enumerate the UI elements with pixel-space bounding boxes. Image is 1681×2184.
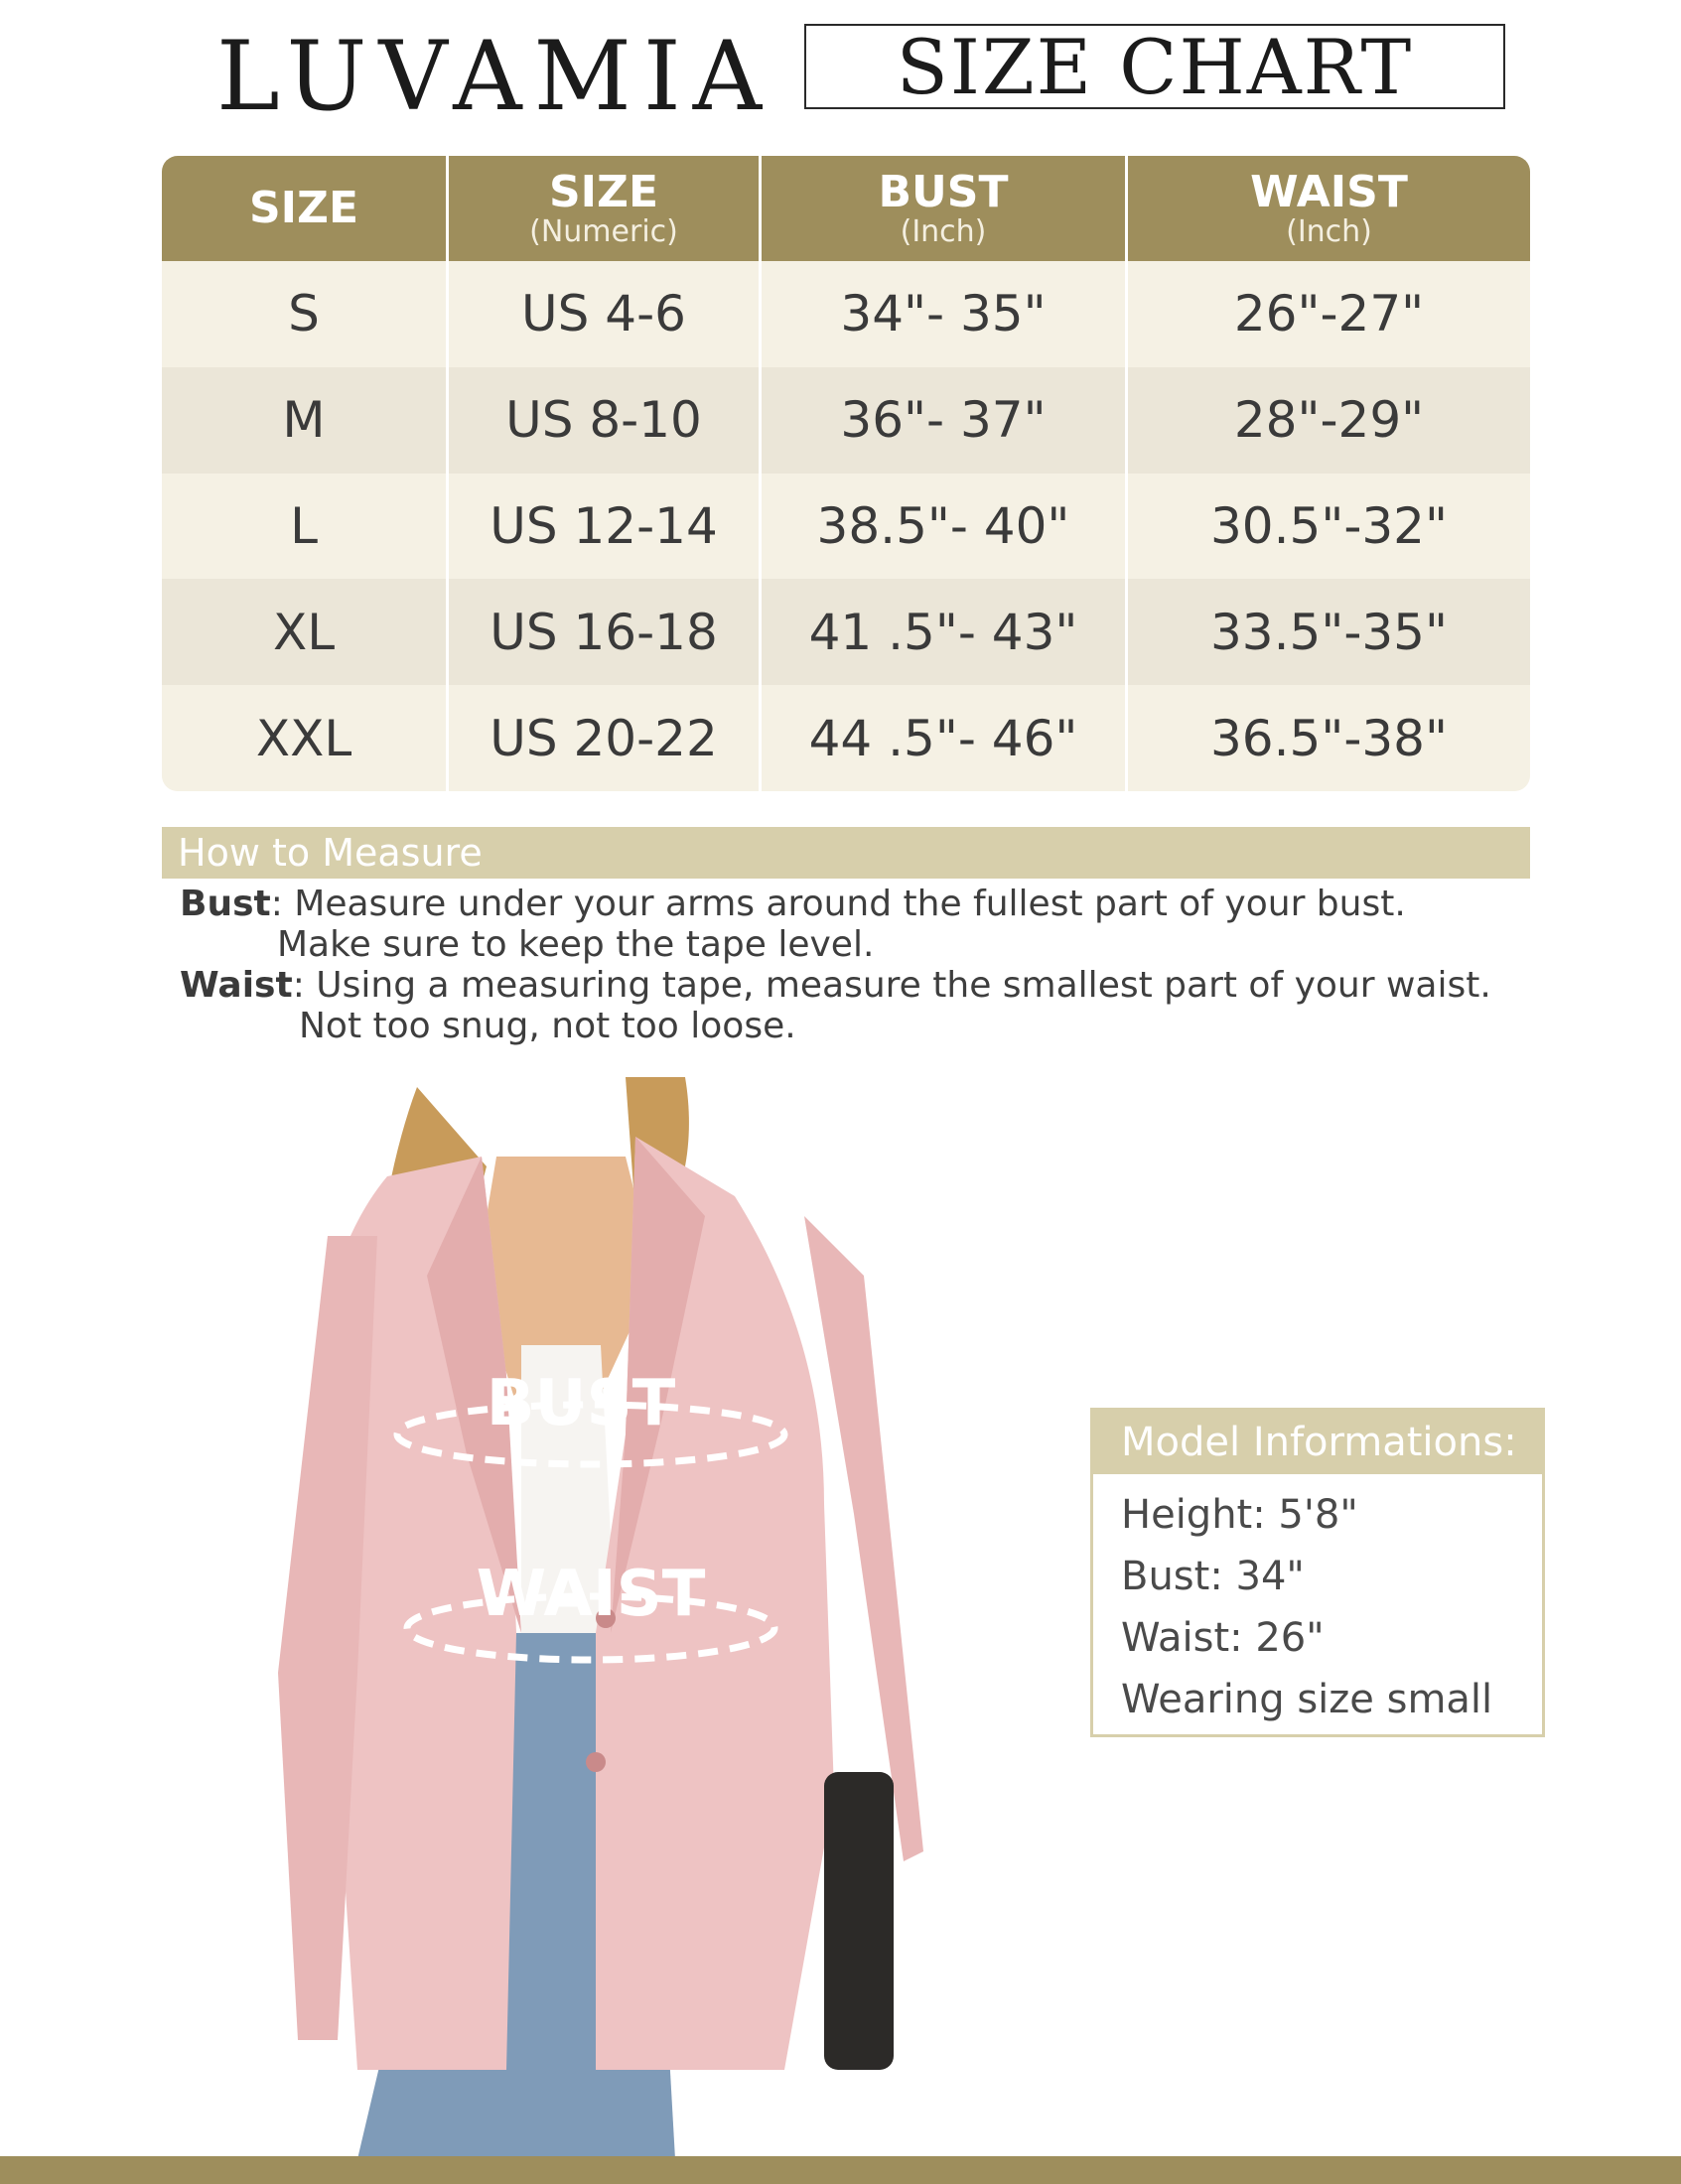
cell-numeric: US 8-10 xyxy=(449,367,762,474)
header-label: WAIST xyxy=(1250,167,1408,217)
cell-size: L xyxy=(162,474,449,580)
cell-size: S xyxy=(162,261,449,367)
cell-size: M xyxy=(162,367,449,474)
bust-instruction xyxy=(180,884,1530,924)
header-label: SIZE xyxy=(248,183,359,233)
cell-bust: 38.5"- 40" xyxy=(762,474,1128,580)
waist-instruction-cont: Not too snug, not too loose. xyxy=(299,1006,796,1046)
size-chart-title: SIZE CHART xyxy=(804,24,1505,109)
cell-numeric: US 16-18 xyxy=(449,579,762,685)
bust-term: Bust xyxy=(180,884,271,924)
model-bust: Bust: 34" xyxy=(1121,1554,1305,1599)
cell-size: XXL xyxy=(162,685,449,791)
size-table xyxy=(162,156,1530,791)
cell-waist: 30.5"-32" xyxy=(1210,496,1448,555)
waist-instruction xyxy=(180,965,1530,1006)
waist-label: WAIST xyxy=(476,1558,706,1631)
how-to-measure-heading: How to Measure xyxy=(162,827,1530,879)
model-info-heading: Model Informations: xyxy=(1093,1411,1542,1474)
waist-text: : Using a measuring tape, measure the smallest part of your waist. xyxy=(292,965,1491,1006)
footer-bar xyxy=(0,2156,1681,2184)
bust-text: : Measure under your arms around the fullest part of your bust. xyxy=(270,884,1406,924)
cell-numeric: US 12-14 xyxy=(449,474,762,580)
header-sublabel: (Inch) xyxy=(900,214,987,249)
header-waist xyxy=(1128,156,1530,261)
cell-bust: 36"- 37" xyxy=(762,367,1128,474)
header-size xyxy=(162,156,449,261)
measure-instructions xyxy=(180,884,1530,1046)
cell-waist: 28"-29" xyxy=(1233,391,1425,450)
model-height: Height: 5'8" xyxy=(1121,1492,1358,1538)
button xyxy=(586,1752,606,1772)
model-photo xyxy=(268,1077,1023,2159)
cell-bust: 34"- 35" xyxy=(762,261,1128,367)
cell-numeric: US 20-22 xyxy=(449,685,762,791)
cell-bust: 41 .5"- 43" xyxy=(762,579,1128,685)
table-row xyxy=(162,261,1530,367)
table-header xyxy=(162,156,1530,261)
cell-bust: 44 .5"- 46" xyxy=(762,685,1128,791)
table-body xyxy=(162,261,1530,791)
cell-waist: 26"-27" xyxy=(1233,285,1425,343)
header-label: BUST xyxy=(878,167,1009,217)
header-sublabel: (Inch) xyxy=(1286,214,1372,249)
bust-label: BUST xyxy=(486,1367,676,1440)
cell-waist: 33.5"-35" xyxy=(1210,603,1448,661)
header-sublabel: (Numeric) xyxy=(529,214,678,249)
model-info-list xyxy=(1093,1474,1542,1730)
brand-logo: LUVAMIA xyxy=(216,21,774,132)
header-label: SIZE xyxy=(548,167,659,217)
cell-numeric: US 4-6 xyxy=(449,261,762,367)
table-row xyxy=(162,685,1530,791)
model-wearing-size: Wearing size small xyxy=(1121,1677,1493,1722)
model-waist: Waist: 26" xyxy=(1121,1615,1325,1661)
cell-size: XL xyxy=(162,579,449,685)
header-size-numeric xyxy=(449,156,762,261)
bust-instruction-cont: Make sure to keep the tape level. xyxy=(277,924,875,965)
header-bust xyxy=(762,156,1128,261)
table-row xyxy=(162,579,1530,685)
table-row xyxy=(162,367,1530,474)
model-information-box xyxy=(1090,1408,1545,1737)
waist-term: Waist xyxy=(180,965,293,1006)
handbag xyxy=(824,1772,894,2070)
table-row xyxy=(162,474,1530,580)
cell-waist: 36.5"-38" xyxy=(1210,709,1448,767)
